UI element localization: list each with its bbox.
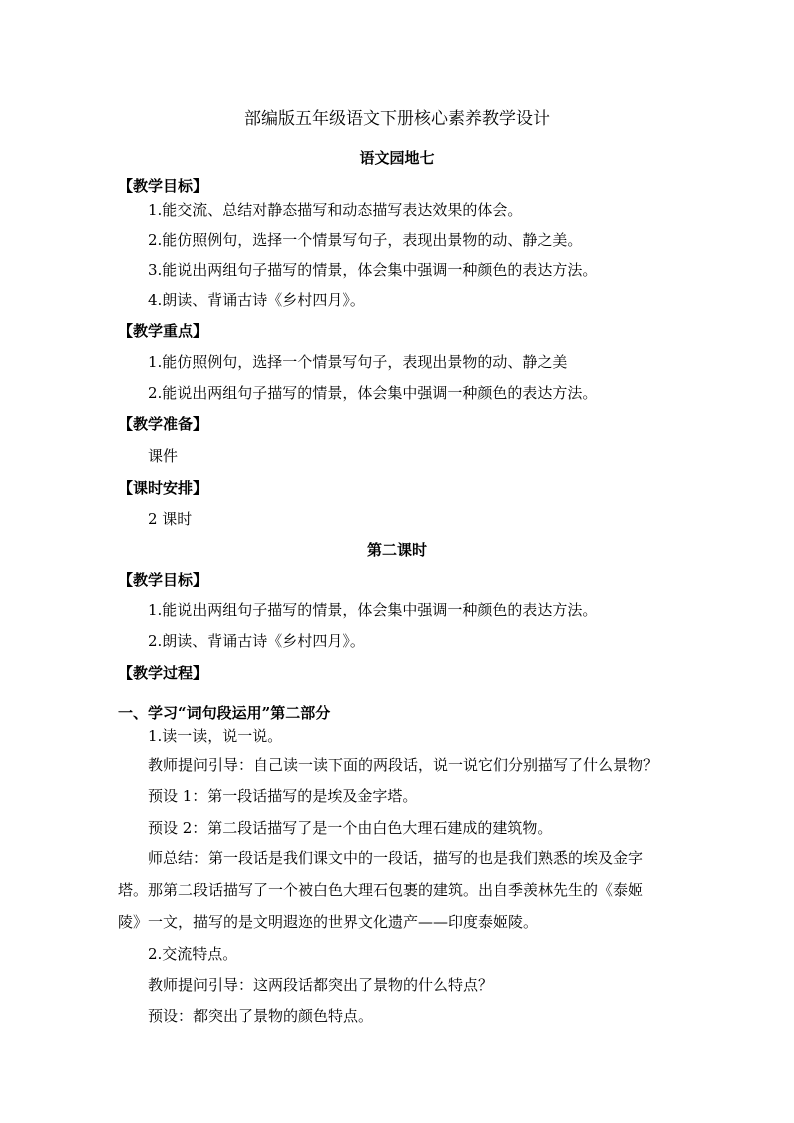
section-heading-process: 【教学过程】 xyxy=(118,664,209,682)
document-subtitle: 语文园地七 xyxy=(359,149,435,167)
objective-item-3: 3.能说出两组句子描写的情景，体会集中强调一种颜色的表达方法。 xyxy=(148,261,598,279)
lesson-objective-item-1: 1.能说出两组句子描写的情景，体会集中强调一种颜色的表达方法。 xyxy=(148,601,598,619)
lesson-objective-item-2: 2.朗读、背诵古诗《乡村四月》。 xyxy=(148,632,365,650)
key-point-item-1: 1.能仿照例句，选择一个情景写句子，表现出景物的动、静之美 xyxy=(148,353,568,371)
objective-item-1: 1.能交流、总结对静态描写和动态描写表达效果的体会。 xyxy=(148,201,523,219)
section-heading-key-points: 【教学重点】 xyxy=(118,322,209,340)
preset-1: 预设 1：第一段话描写的是埃及金字塔。 xyxy=(148,787,418,805)
section-heading-schedule: 【课时安排】 xyxy=(118,479,209,497)
key-point-item-2: 2.能说出两组句子描写的情景，体会集中强调一种颜色的表达方法。 xyxy=(148,384,598,402)
section-heading-preparation: 【教学准备】 xyxy=(118,415,209,433)
teacher-question-2: 教师提问引导：这两段话都突出了景物的什么特点？ xyxy=(148,976,494,994)
preset-2: 预设 2：第二段话描写了是一个由白色大理石建成的建筑物。 xyxy=(148,819,553,837)
lesson-title: 第二课时 xyxy=(366,541,427,559)
preparation-text: 课件 xyxy=(148,447,179,465)
objective-item-2: 2.能仿照例句，选择一个情景写句子，表现出景物的动、静之美。 xyxy=(148,231,583,249)
process-step-1: 1.读一读，说一说。 xyxy=(148,727,283,745)
section-heading-lesson-objectives: 【教学目标】 xyxy=(118,571,209,589)
schedule-text: 2 课时 xyxy=(148,510,193,528)
teacher-question-1: 教师提问引导：自己读一读下面的两段话，说一说它们分别描写了什么景物？ xyxy=(148,756,659,774)
objective-item-4: 4.朗读、背诵古诗《乡村四月》。 xyxy=(148,291,365,309)
summary-line-2: 塔。那第二段话描写了一个被白色大理石包裹的建筑。出自季羡林先生的《泰姬 xyxy=(118,881,644,899)
document-title: 部编版五年级语文下册核心素养教学设计 xyxy=(244,109,550,129)
section-heading-objectives: 【教学目标】 xyxy=(118,177,209,195)
summary-line-1: 师总结：第一段话是我们课文中的一段话，描写的也是我们熟悉的埃及金字 xyxy=(148,849,644,867)
process-part-1-heading: 一、学习“词句段运用”第二部分 xyxy=(118,704,331,722)
preset-3: 预设：都突出了景物的颜色特点。 xyxy=(148,1007,374,1025)
process-step-2: 2.交流特点。 xyxy=(148,945,238,963)
summary-line-3: 陵》一文，描写的是文明遐迩的世界文化遗产——印度泰姬陵。 xyxy=(118,913,539,931)
